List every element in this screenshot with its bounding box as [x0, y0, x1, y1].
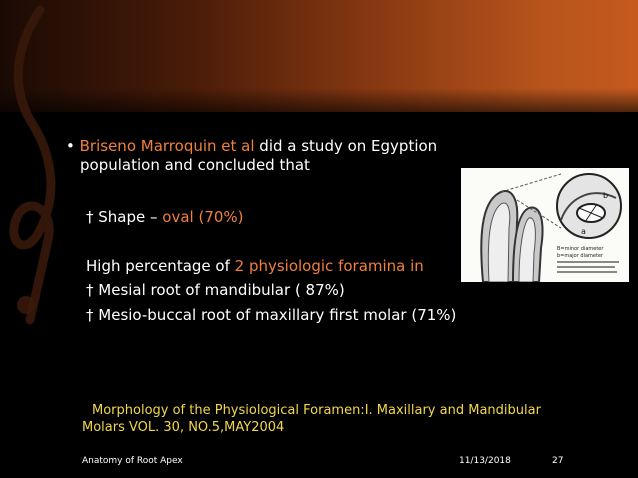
banner-fade [0, 88, 638, 112]
list-item-text: Mesial root of mandibular ( 87%) [93, 281, 345, 299]
shape-value: oval (70%) [162, 208, 244, 226]
reference-line2: Molars VOL. 30, NO.5,MAY2004 [82, 420, 285, 435]
reference-line1: Morphology of the Physiological Foramen:I. Maxillary and Mandibular [92, 403, 541, 418]
root-illustration [461, 168, 629, 282]
footer-title: Anatomy of Root Apex [82, 456, 183, 466]
treble-clef-icon [0, 0, 70, 330]
figure-label-b: b [603, 191, 609, 200]
root-apex-figure [461, 168, 629, 282]
high-percentage-line [86, 257, 424, 275]
shape-label: Shape – [93, 208, 163, 226]
figure-legend-1: B=minor diameter [557, 246, 604, 252]
list-item [86, 281, 345, 299]
author-name: Briseno Marroquin et al [79, 137, 255, 155]
list-item [86, 306, 456, 324]
high-highlight: 2 physiologic foramina in [234, 257, 424, 275]
list-item-text: Mesio-buccal root of maxillary first molar (71%) [93, 306, 457, 324]
bullet-text-line1: did a study on Egyption [254, 137, 438, 155]
bullet-text-line2: population and concluded that [80, 156, 310, 174]
bullet-marker: • [66, 137, 75, 155]
dagger-marker: † [86, 281, 94, 299]
dagger-marker: † [86, 208, 94, 226]
study-bullet [66, 137, 437, 155]
figure-legend-2: b=major diameter [557, 253, 604, 259]
slide-number: 27 [552, 456, 564, 466]
dagger-marker: † [86, 306, 94, 324]
footer-date: 11/13/2018 [459, 456, 511, 466]
shape-line [86, 208, 244, 226]
figure-label-a: a [581, 227, 586, 236]
high-prefix: High percentage of [86, 257, 235, 275]
